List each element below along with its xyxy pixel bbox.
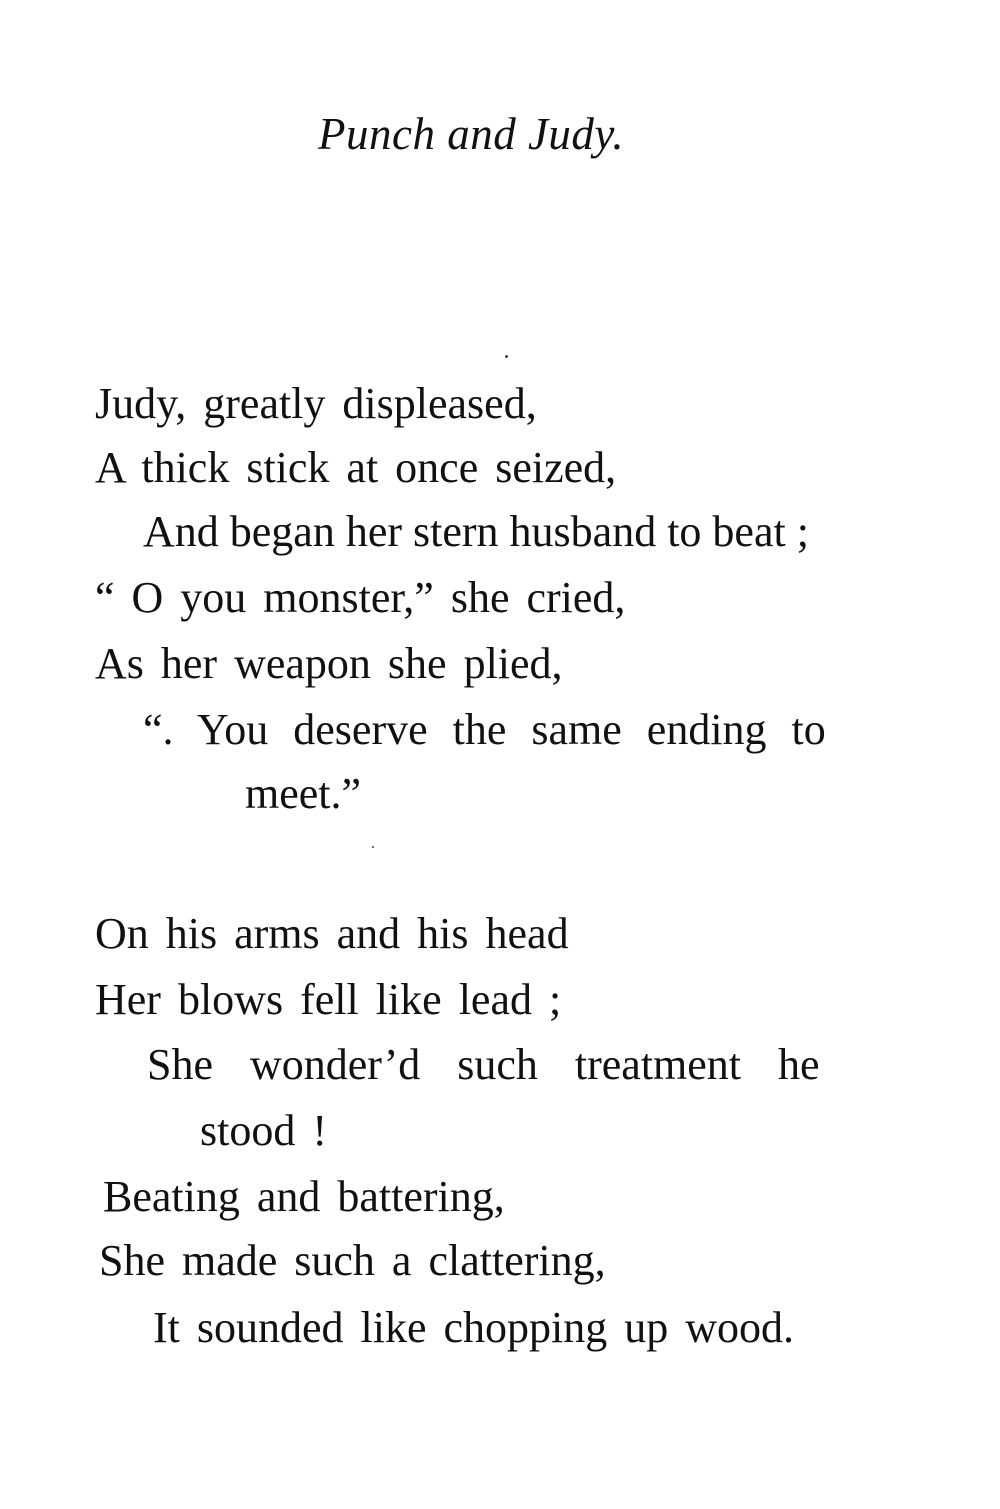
speck-mark	[505, 355, 508, 358]
page-title: Punch and Judy.	[318, 109, 625, 159]
poem-line: She made such a clattering,	[99, 1236, 606, 1285]
poem-line: And began her stern husband to beat ;	[143, 507, 809, 556]
poem-line: stood !	[200, 1106, 327, 1155]
poem-line: A thick stick at once seized,	[95, 443, 617, 492]
poem-line: Her blows fell like lead ;	[95, 975, 562, 1024]
poem-line: meet.”	[245, 769, 362, 818]
poem-line: On his arms and his head	[95, 909, 569, 958]
speck-mark	[372, 846, 374, 848]
poem-line: She wonder’d such treatment he	[147, 1040, 820, 1089]
poem-line: “. You deserve the same ending to	[143, 705, 826, 754]
poem-line: Judy, greatly displeased,	[95, 379, 537, 428]
poem-line: As her weapon she plied,	[95, 639, 563, 688]
poem-line: Beating and battering,	[103, 1172, 505, 1221]
poem-line: “ O you monster,” she cried,	[95, 573, 626, 622]
poem-line: It sounded like chopping up wood.	[153, 1303, 795, 1352]
